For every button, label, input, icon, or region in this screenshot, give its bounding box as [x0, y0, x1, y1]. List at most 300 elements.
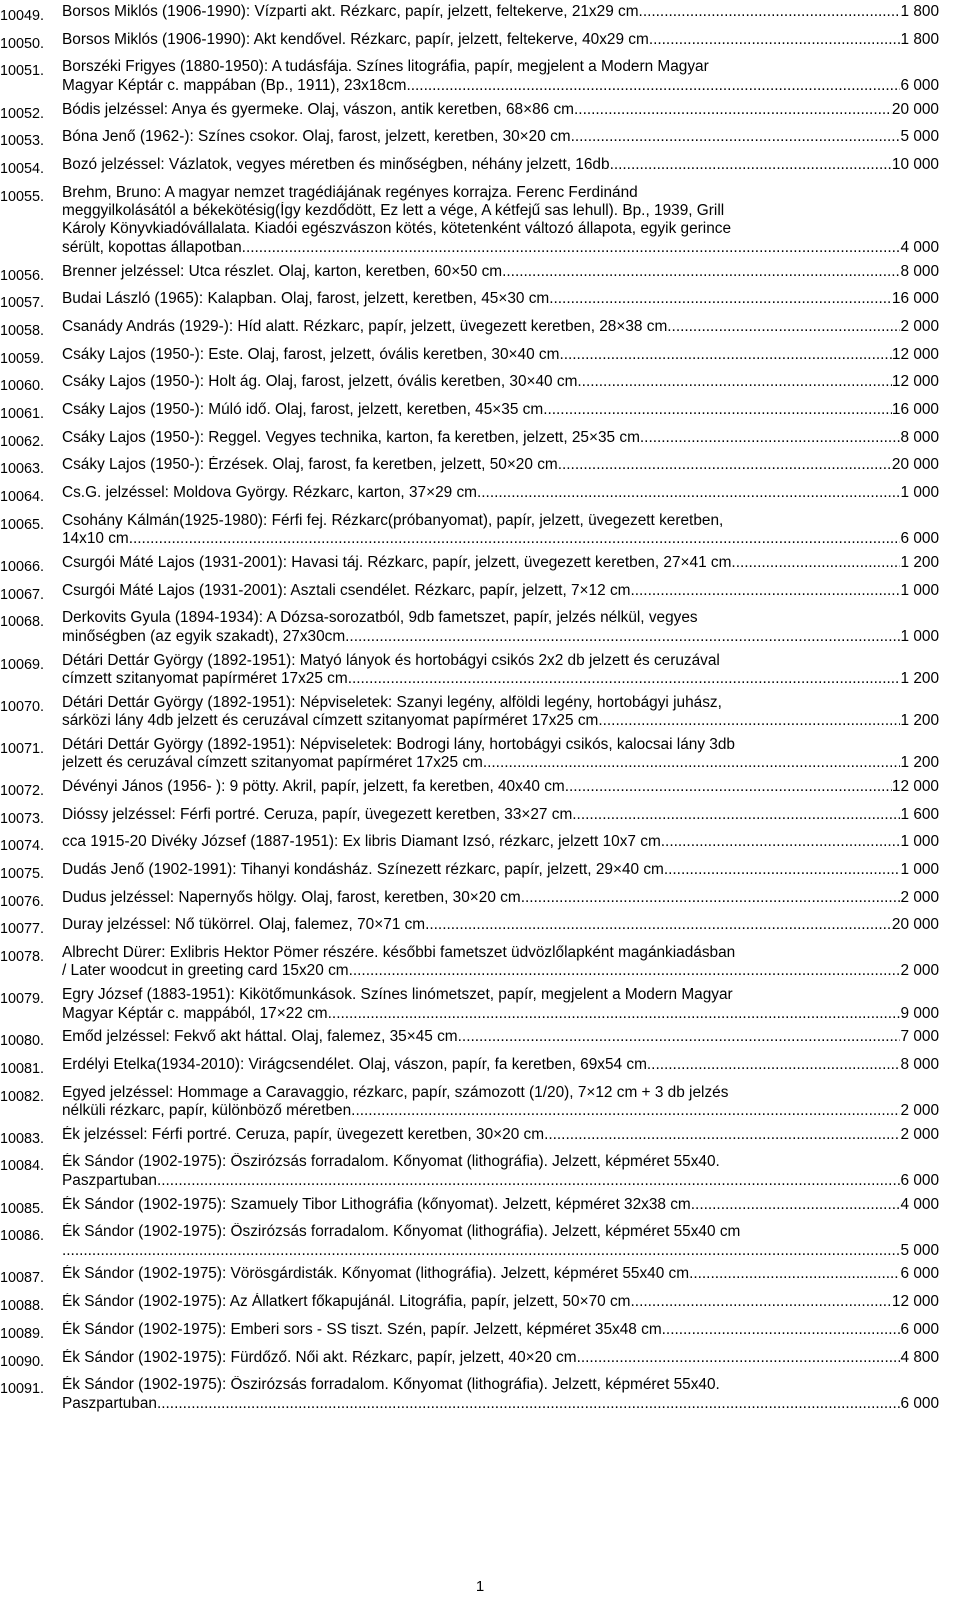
- lot-description: [62, 128, 939, 146]
- lot-price: 1 200: [900, 754, 939, 772]
- dot-leader: [157, 1172, 901, 1190]
- lot-description-line: [62, 754, 939, 772]
- lot-price: 2 000: [900, 962, 939, 980]
- lot-text: Détári Dettár György (1892-1951): Matyó lányok és hortobágyi csikós 2x2 db jelzett és ceruzával: [62, 651, 720, 669]
- lot-entry: [0, 101, 960, 123]
- lot-entry: [0, 806, 960, 828]
- lot-description-line: [62, 806, 939, 824]
- lot-entry: [0, 1056, 960, 1078]
- lot-number: 10055.: [0, 188, 45, 205]
- lot-entry: [0, 609, 960, 646]
- lot-description: [62, 986, 939, 1023]
- lot-text: Csáky Lajos (1950-): Reggel. Vegyes technika, karton, fa keretben, jelzett, 25×35 cm: [62, 428, 640, 446]
- lot-text: Paszpartuban: [62, 1394, 157, 1412]
- dot-leader: [691, 1196, 901, 1214]
- lot-text: Csáky Lajos (1950-): Múló idő. Olaj, farost, jelzett, keretben, 45×35 cm: [62, 401, 544, 419]
- lot-description: [62, 1126, 939, 1144]
- lot-text: Csáky Lajos (1950-): Este. Olaj, farost, jelzett, óvális keretben, 30×40 cm: [62, 345, 560, 363]
- dot-leader: [572, 806, 900, 824]
- lot-entry: [0, 512, 960, 549]
- lot-number: 10077.: [0, 921, 45, 938]
- lot-number: 10089.: [0, 1325, 45, 1342]
- lot-text: nélküli rézkarc, papír, különböző méretben: [62, 1102, 352, 1120]
- lot-number: 10060.: [0, 378, 45, 395]
- lot-text: Budai László (1965): Kalapban. Olaj, farost, jelzett, keretben, 45×30 cm: [62, 290, 550, 308]
- lot-entry: [0, 582, 960, 604]
- lot-description-line: [62, 962, 939, 980]
- lot-number: 10070.: [0, 698, 45, 715]
- lot-text: címzett szitanyomat papírméret 17x25 cm: [62, 669, 348, 687]
- lot-description: [62, 1056, 939, 1074]
- dot-leader: [565, 778, 892, 796]
- lot-number: 10087.: [0, 1270, 45, 1287]
- lot-text: Bódis jelzéssel: Anya és gyermeke. Olaj, vászon, antik keretben, 68×86 cm: [62, 100, 575, 118]
- lot-text: Károly Könyvkiadóvállalata. Kiadói egészvászon kötés, kötetenként változó állapota, egyik gerince: [62, 220, 732, 238]
- lot-description-line: [62, 101, 939, 119]
- lot-number: 10073.: [0, 810, 45, 827]
- lot-price: 16 000: [891, 401, 939, 419]
- lot-text: sérült, kopottas állapotban.: [62, 238, 246, 256]
- lot-price: 6 000: [900, 76, 939, 94]
- lot-price: 9 000: [900, 1004, 939, 1022]
- lot-description: [62, 184, 939, 258]
- lot-description-line: [62, 554, 939, 572]
- lot-description: [62, 1321, 939, 1339]
- lot-entry: [0, 554, 960, 576]
- lot-entry: [0, 694, 960, 731]
- lot-description-line: [62, 1028, 939, 1046]
- lot-number: 10053.: [0, 133, 45, 150]
- lot-number: 10058.: [0, 322, 45, 339]
- lot-description: [62, 889, 939, 907]
- lot-description-line: [62, 778, 939, 796]
- lot-text: / Later woodcut in greeting card 15x20 cm: [62, 962, 349, 980]
- dot-leader: [351, 1102, 900, 1120]
- lot-description-line: [62, 346, 939, 364]
- lot-text: Borsos Miklós (1906-1990): Vízparti akt. Rézkarc, papír, jelzett, feltekerve, 21x29 cm: [62, 3, 639, 20]
- lot-entry: [0, 456, 960, 478]
- lot-text: Ék jelzéssel: Férfi portré. Ceruza, papír, üvegezett keretben, 30×20 cm: [62, 1125, 545, 1143]
- lot-description: [62, 290, 939, 308]
- lot-text: Brehm, Bruno: A magyar nemzet tragédiájának regényes korrajza. Ferenc Ferdinánd: [62, 183, 638, 201]
- lot-description-line: [62, 1172, 939, 1190]
- lot-description: [62, 1293, 939, 1311]
- dot-leader: [571, 128, 901, 146]
- dot-leader: [664, 861, 901, 879]
- lot-description: [62, 1028, 939, 1046]
- dot-leader: [647, 1056, 901, 1074]
- dot-leader: [736, 554, 901, 572]
- lot-entry: [0, 736, 960, 773]
- lot-description: [62, 263, 939, 281]
- dot-leader: [559, 346, 891, 364]
- dot-leader: [483, 754, 901, 772]
- lot-description-line: [62, 652, 939, 670]
- lot-description-line: [62, 1126, 939, 1144]
- lot-text: Borszéki Frigyes (1880-1950): A tudásfája. Színes litográfia, papír, megjelent a Modern Magyar: [62, 58, 709, 76]
- lot-entry: [0, 1349, 960, 1371]
- lot-description-line: [62, 290, 939, 308]
- lot-description-line: [62, 1349, 939, 1367]
- lot-description-line: [62, 694, 939, 712]
- lot-number: 10050.: [0, 35, 45, 52]
- lot-description-line: [62, 77, 939, 95]
- lot-description-line: [62, 944, 939, 962]
- lot-text: Csurgói Máté Lajos (1931-2001): Asztali csendélet. Rézkarc, papír, jelzett, 7×12 cm: [62, 581, 631, 599]
- dot-leader: [477, 484, 900, 502]
- lot-description-line: [62, 1084, 939, 1102]
- lot-text: Csanády András (1929-): Híd alatt. Rézkarc, papír, jelzett, üvegezett keretben, 28×38 cm: [62, 317, 668, 335]
- lot-price: 12 000: [891, 1293, 939, 1311]
- lot-description-line: [62, 58, 939, 76]
- lot-text: Egyed jelzéssel: Hommage a Caravaggio, rézkarc, papír, számozott (1/20), 7×12 cm + 3 db jelzés: [62, 1083, 729, 1101]
- lot-text: cca 1915-20 Divéky József (1887-1951): Ex libris Diamant Izsó, rézkarc, jelzett 10x7 cm.: [62, 833, 666, 851]
- lot-number: 10061.: [0, 406, 45, 423]
- lot-entry: [0, 861, 960, 883]
- lot-description-line: [62, 628, 939, 646]
- lot-number: 10088.: [0, 1298, 45, 1315]
- lot-entry: [0, 1321, 960, 1343]
- lot-entry: [0, 58, 960, 95]
- lot-description-line: [62, 31, 939, 49]
- lot-number: 10064.: [0, 489, 45, 506]
- lot-description: [62, 156, 939, 174]
- lot-entry: [0, 401, 960, 423]
- lot-price: 1 200: [900, 669, 939, 687]
- lot-description: [62, 778, 939, 796]
- lot-text: Ék Sándor (1902-1975): Őszirózsás forradalom. Kőnyomat (lithográfia). Jelzett, képméret 55x40.: [62, 1153, 720, 1171]
- lot-text: Bóna Jenő (1962-): Színes csokor. Olaj, farost, jelzett, keretben, 30×20 cm: [62, 128, 571, 146]
- lot-text: Egry József (1883-1951): Kikötőmunkások. Színes linómetszet, papír, megjelent a Modern Magyar: [62, 986, 733, 1004]
- lot-description: [62, 554, 939, 572]
- dot-leader: [558, 456, 892, 474]
- lot-description-line: [62, 456, 939, 474]
- lot-number: 10059.: [0, 350, 45, 367]
- lot-number: 10071.: [0, 740, 45, 757]
- lot-number: 10056.: [0, 267, 45, 284]
- lot-description: [62, 736, 939, 773]
- lot-description: [62, 833, 939, 851]
- dot-leader: [345, 628, 900, 646]
- lot-text: Duray jelzéssel: Nő tükörrel. Olaj, falemez, 70×71 cm: [62, 916, 426, 934]
- lot-entry: [0, 1376, 960, 1413]
- lot-description: [62, 401, 939, 419]
- lot-price: 1 000: [900, 627, 939, 645]
- lot-number: 10076.: [0, 893, 45, 910]
- dot-leader: [246, 239, 901, 257]
- lot-price: 2 000: [900, 1125, 939, 1143]
- lot-description: [62, 1265, 939, 1283]
- lot-description: [62, 944, 939, 981]
- lot-description: [62, 806, 939, 824]
- lot-description-line: [62, 202, 939, 220]
- lot-description: [62, 373, 939, 391]
- lot-text: Emőd jelzéssel: Fekvő akt háttal. Olaj, falemez, 35×45 cm: [62, 1028, 458, 1046]
- lot-entry: [0, 1126, 960, 1148]
- lot-description: [62, 861, 939, 879]
- lot-text: Dudás Jenő (1902-1991): Tihanyi kondásház. Színezett rézkarc, papír, jelzett, 29×40 cm: [62, 860, 664, 878]
- lot-entry: [0, 373, 960, 395]
- lot-text: Dudus jelzéssel: Napernyős hölgy. Olaj, farost, keretben, 30×20 cm: [62, 888, 521, 906]
- lot-text: Csáky Lajos (1950-): Holt ág. Olaj, farost, jelzett, óvális keretben, 30×40 cm: [62, 373, 578, 391]
- lot-price: 6 000: [900, 1394, 939, 1412]
- dot-leader: [689, 1265, 900, 1283]
- lot-text: Csohány Kálmán(1925-1980): Férfi fej. Rézkarc(próbanyomat), papír, jelzett, üvegezett keretben,: [62, 511, 724, 529]
- lot-entry: [0, 1223, 960, 1260]
- lot-price: 20 000: [891, 100, 939, 118]
- lot-description-line: [62, 889, 939, 907]
- lot-description-line: [62, 1265, 939, 1283]
- lot-text: Magyar Képtár c. mappából, 17×22 cm: [62, 1004, 328, 1022]
- lot-text: Ék Sándor (1902-1975): Emberi sors - SS tiszt. Szén, papír. Jelzett, képméret 35x48 cm: [62, 1320, 662, 1338]
- lot-number: 10081.: [0, 1060, 45, 1077]
- lot-text: Csáky Lajos (1950-): Érzések. Olaj, farost, fa keretben, jelzett, 50×20 cm: [62, 456, 558, 474]
- lot-price: 6 000: [900, 1320, 939, 1338]
- lot-entry: [0, 31, 960, 53]
- lot-number: 10054.: [0, 160, 45, 177]
- lot-entry: [0, 1293, 960, 1315]
- lot-number: 10080.: [0, 1033, 45, 1050]
- lot-entry: [0, 484, 960, 506]
- dot-leader: [406, 77, 900, 95]
- lot-price: 1 800: [900, 3, 939, 20]
- lot-description: [62, 456, 939, 474]
- lot-price: 1 000: [900, 484, 939, 502]
- dot-leader: [630, 582, 900, 600]
- lot-price: 16 000: [891, 290, 939, 308]
- lot-entry: [0, 290, 960, 312]
- lot-description: [62, 1376, 939, 1413]
- lot-entry: [0, 1028, 960, 1050]
- dot-leader: [577, 1349, 901, 1367]
- lot-text: Ék Sándor (1902-1975): Fürdőző. Női akt. Rézkarc, papír, jelzett, 40×20 cm: [62, 1348, 577, 1366]
- lot-number: 10090.: [0, 1353, 45, 1370]
- lot-number: 10084.: [0, 1158, 45, 1175]
- lot-description: [62, 1349, 939, 1367]
- lot-number: 10074.: [0, 838, 45, 855]
- lot-description-line: [62, 861, 939, 879]
- lot-text: Détári Dettár György (1892-1951): Népviseletek: Bodrogi lány, hortobágyi csikós, kalocsai lány 3db: [62, 735, 735, 753]
- dot-leader: [667, 318, 900, 336]
- lot-price: 8 000: [900, 1055, 939, 1073]
- lot-text: minőségben (az egyik szakadt), 27x30cm: [62, 627, 346, 645]
- lot-text: Ék Sándor (1902-1975): Őszirózsás forradalom. Kőnyomat (lithográfia). Jelzett, képméret 55x40.: [62, 1376, 720, 1394]
- lot-number: 10085.: [0, 1200, 45, 1217]
- dot-leader: [610, 156, 892, 174]
- lot-price: 4 800: [900, 1348, 939, 1366]
- lot-description-line: [62, 1005, 939, 1023]
- lot-entry: [0, 778, 960, 800]
- lot-description: [62, 1223, 939, 1260]
- lot-text: Dévényi János (1956- ): 9 pötty. Akril, papír, jelzett, fa keretben, 40x40 cm: [62, 777, 565, 795]
- lot-description-line: [62, 1395, 939, 1413]
- lot-description-line: [62, 1293, 939, 1311]
- dot-leader: [631, 1293, 892, 1311]
- lot-price: 20 000: [891, 916, 939, 934]
- lot-number: 10083.: [0, 1130, 45, 1147]
- lot-price: 8 000: [900, 428, 939, 446]
- lot-description-line: [62, 401, 939, 419]
- lot-entry: [0, 652, 960, 689]
- lot-price: 6 000: [900, 1171, 939, 1189]
- lot-price: 12 000: [891, 345, 939, 363]
- lot-price: 1 600: [900, 805, 939, 823]
- lot-number: 10065.: [0, 516, 45, 533]
- lot-description-line: [62, 1102, 939, 1120]
- lot-description-line: [62, 582, 939, 600]
- lot-description-line: [62, 712, 939, 730]
- lot-number: 10082.: [0, 1088, 45, 1105]
- lot-number: 10075.: [0, 865, 45, 882]
- lot-entry: [0, 1196, 960, 1218]
- lot-text: Borsos Miklós (1906-1990): Akt kendővel. Rézkarc, papír, jelzett, feltekerve, 40x29 cm: [62, 30, 649, 48]
- lot-text: sárközi lány 4db jelzett és ceruzával címzett szitanyomat papírméret 17x25 cm: [62, 712, 599, 730]
- lot-text: Cs.G. jelzéssel: Moldova György. Rézkarc, karton, 37×29 cm: [62, 484, 477, 502]
- lot-number: 10086.: [0, 1228, 45, 1245]
- lot-description-line: [62, 1196, 939, 1214]
- lot-price: 12 000: [891, 777, 939, 795]
- lot-entry: [0, 429, 960, 451]
- lot-text: Détári Dettár György (1892-1951): Népviseletek: Szanyi legény, alföldi legény, hortobágyi juhász,: [62, 693, 722, 711]
- dot-leader: [502, 263, 900, 281]
- lot-number: 10067.: [0, 586, 45, 603]
- dot-leader: [639, 3, 901, 21]
- lot-number: 10079.: [0, 991, 45, 1008]
- lot-price: 2 000: [900, 888, 939, 906]
- lot-entry: [0, 156, 960, 178]
- lot-description-line: [62, 220, 939, 238]
- lot-price: 7 000: [900, 1028, 939, 1046]
- lot-text: Albrecht Dürer: Exlibris Hektor Pömer részére. későbbi fametszet üdvözlőlapként magánkiadásban: [62, 944, 736, 962]
- dot-leader: [649, 31, 901, 49]
- lot-price: 5 000: [900, 128, 939, 146]
- lot-price: 1 200: [900, 553, 939, 571]
- dot-leader: [543, 401, 892, 419]
- lot-description-line: [62, 429, 939, 447]
- lot-description: [62, 512, 939, 549]
- lot-number: 10052.: [0, 105, 45, 122]
- lot-number: 10091.: [0, 1381, 45, 1398]
- lot-text: Erdélyi Etelka(1934-2010): Virágcsendélet. Olaj, vászon, papír, fa keretben, 69x54 cm: [62, 1055, 647, 1073]
- dot-leader: [665, 833, 900, 851]
- lot-description: [62, 916, 939, 934]
- lot-number: 10078.: [0, 949, 45, 966]
- lot-entry: [0, 889, 960, 911]
- lot-entry: [0, 318, 960, 340]
- dot-leader: [348, 670, 901, 688]
- lot-entry: [0, 263, 960, 285]
- lot-number: 10072.: [0, 782, 45, 799]
- lot-description: [62, 31, 939, 49]
- dot-leader: [549, 290, 892, 308]
- lot-number: 10068.: [0, 614, 45, 631]
- lot-number: 10062.: [0, 433, 45, 450]
- lot-number: 10057.: [0, 295, 45, 312]
- dot-leader: [458, 1028, 901, 1046]
- dot-leader: [544, 1126, 900, 1144]
- lot-text: Dióssy jelzéssel: Férfi portré. Ceruza, papír, üvegezett keretben, 33×27 cm: [62, 805, 573, 823]
- lot-price: 2 000: [900, 1102, 939, 1120]
- lot-entry: [0, 916, 960, 938]
- lot-description-line: [62, 184, 939, 202]
- lot-text: Derkovits Gyula (1894-1934): A Dózsa-sorozatból, 9db fametszet, papír, jelzés nélkül, vegyes: [62, 609, 698, 627]
- lot-number: 10063.: [0, 461, 45, 478]
- page-number: 1: [475, 1578, 485, 1595]
- lot-text: Ék Sándor (1902-1975): Vörösgárdisták. Kőnyomat (lithográfia). Jelzett, képméret 55x40 cm: [62, 1265, 690, 1283]
- lot-description-line: [62, 484, 939, 502]
- dot-leader: [157, 1395, 901, 1413]
- lot-text: 14x10 cm: [62, 530, 129, 548]
- lot-description-line: [62, 156, 939, 174]
- lot-price: 8 000: [900, 262, 939, 280]
- lot-number: 10049.: [0, 8, 45, 24]
- lot-entry: [0, 346, 960, 368]
- lot-description: [62, 609, 939, 646]
- lot-text: Ék Sándor (1902-1975): Őszirózsás forradalom. Kőnyomat (lithográfia). Jelzett, képméret 55x40 cm: [62, 1223, 741, 1241]
- lot-description: [62, 1084, 939, 1121]
- lot-price: 1 000: [900, 860, 939, 878]
- lot-description-line: [62, 1242, 939, 1260]
- dot-leader: [640, 429, 901, 447]
- dot-leader: [425, 916, 892, 934]
- lot-price: 1 800: [900, 30, 939, 48]
- lot-price: 6 000: [900, 1265, 939, 1283]
- lot-price: 12 000: [891, 373, 939, 391]
- lot-text: Paszpartuban: [62, 1171, 157, 1189]
- lot-description-line: [62, 916, 939, 934]
- lot-text: Ék Sándor (1902-1975): Szamuely Tibor Lithográfia (kőnyomat). Jelzett, képméret 32x38 cm: [62, 1195, 691, 1213]
- lot-description-line: [62, 318, 939, 336]
- lot-description-line: [62, 373, 939, 391]
- lot-entry: [0, 184, 960, 258]
- lot-text: Ék Sándor (1902-1975): Az Állatkert főkapujánál. Litográfia, papír, jelzett, 50×70 cm: [62, 1293, 631, 1311]
- lot-text: jelzett és ceruzával címzett szitanyomat papírméret 17x25 cm: [62, 754, 483, 772]
- lot-description: [62, 58, 939, 95]
- dot-leader: [349, 962, 901, 980]
- lot-description-line: [62, 609, 939, 627]
- lot-description: [62, 429, 939, 447]
- lot-description: [62, 101, 939, 119]
- lot-description: [62, 318, 939, 336]
- lot-text: Magyar Képtár c. mappában (Bp., 1911), 23x18cm: [62, 76, 407, 94]
- lot-description-line: [62, 3, 939, 21]
- lot-number: 10051.: [0, 63, 45, 80]
- auction-lot-list: [0, 3, 960, 1418]
- lot-text: meggyilkolásától a békekötésig(Így kezdődött, Ez lett a vége, A kétfejű sas lehull). Bp., 1939, Grill: [62, 202, 725, 220]
- lot-price: 2 000: [900, 317, 939, 335]
- lot-price: 6 000: [900, 530, 939, 548]
- lot-description-line: [62, 986, 939, 1004]
- dot-leader: [328, 1005, 901, 1023]
- lot-entry: [0, 1153, 960, 1190]
- lot-description: [62, 582, 939, 600]
- lot-price: 1 000: [900, 581, 939, 599]
- lot-entry: [0, 1084, 960, 1121]
- lot-description-line: [62, 512, 939, 530]
- lot-number: 10069.: [0, 656, 45, 673]
- lot-entry: [0, 128, 960, 150]
- dot-leader: [574, 101, 892, 119]
- lot-description-line: [62, 263, 939, 281]
- lot-description: [62, 484, 939, 502]
- lot-number: 10066.: [0, 558, 45, 575]
- lot-description: [62, 1153, 939, 1190]
- lot-description-line: [62, 239, 939, 257]
- lot-price: 4 000: [900, 238, 939, 256]
- lot-description-line: [62, 128, 939, 146]
- lot-entry: [0, 944, 960, 981]
- dot-leader: [521, 889, 901, 907]
